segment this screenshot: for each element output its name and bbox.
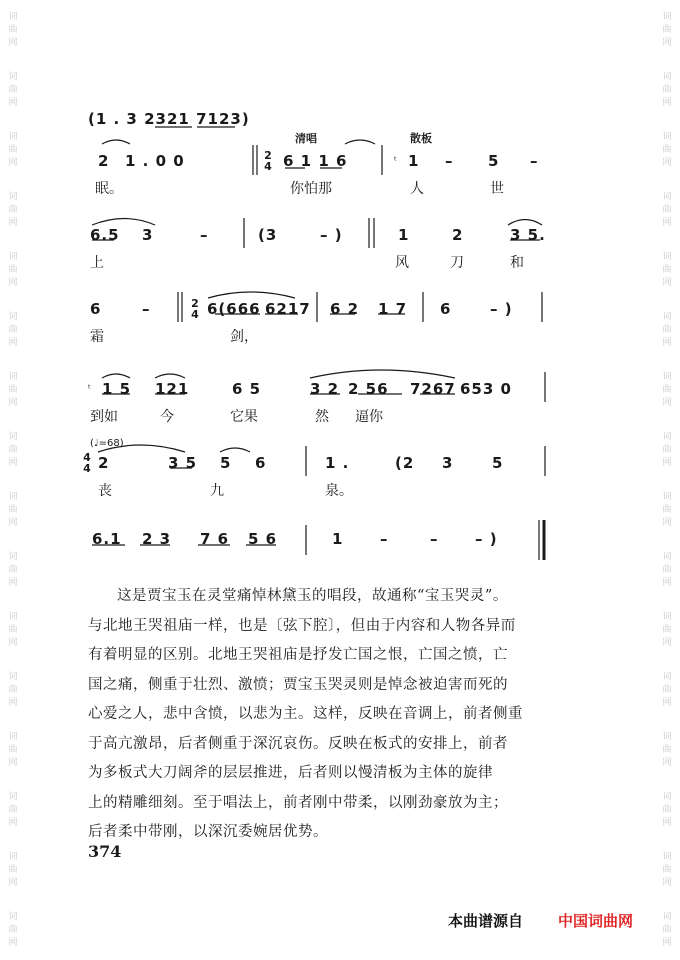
watermark-cell xyxy=(656,360,678,420)
watermark-char: 词 xyxy=(8,71,18,82)
watermark-char: 词 xyxy=(8,611,18,622)
watermark-cell xyxy=(656,240,678,300)
note: 6(666 xyxy=(207,300,261,318)
note: 6 2 xyxy=(330,300,360,318)
time-signature: 2 4 xyxy=(264,149,272,173)
watermark-cell xyxy=(2,420,24,480)
lyric: 霜 xyxy=(90,329,104,345)
watermark-cell xyxy=(2,540,24,600)
paragraph-line: 这是贾宝玉在灵堂痛悼林黛玉的唱段，故通称“宝玉哭灵”。 xyxy=(117,588,508,604)
lyric: 泉。 xyxy=(325,483,353,499)
watermark-cell xyxy=(656,600,678,660)
watermark-char: 曲 xyxy=(8,624,18,635)
watermark-cell xyxy=(656,720,678,780)
watermark-char: 词 xyxy=(8,191,18,202)
time-signature: 2 4 xyxy=(191,297,199,321)
lyric: 眠。 xyxy=(95,181,123,197)
watermark-char: 曲 xyxy=(8,864,18,875)
watermark-cell xyxy=(656,900,678,960)
watermark-column-right xyxy=(656,0,678,960)
watermark-char: 曲 xyxy=(8,324,18,335)
watermark-cell xyxy=(2,180,24,240)
note: 3 5. xyxy=(510,226,546,244)
watermark-char: 词 xyxy=(662,911,672,922)
watermark-char: 词 xyxy=(662,371,672,382)
lyric: 逼你 xyxy=(355,409,383,425)
note: – xyxy=(430,530,439,548)
watermark-char: 曲 xyxy=(662,384,672,395)
watermark-char: 词 xyxy=(8,911,18,922)
watermark-cell xyxy=(656,420,678,480)
watermark-cell xyxy=(2,240,24,300)
watermark-char: 曲 xyxy=(662,144,672,155)
note: 2 xyxy=(452,226,464,244)
watermark-char: 网 xyxy=(8,517,18,528)
paragraph-line: 与北地王哭祖庙一样，也是〔弦下腔〕，但由于内容和人物各异而 xyxy=(88,617,516,634)
watermark-cell xyxy=(656,60,678,120)
note: 121 xyxy=(155,380,190,398)
note: 5 xyxy=(220,454,232,472)
watermark-cell xyxy=(656,480,678,540)
watermark-char: 词 xyxy=(662,791,672,802)
watermark-cell xyxy=(656,840,678,900)
watermark-cell xyxy=(656,120,678,180)
note: 2 xyxy=(98,454,110,472)
source-label: 本曲谱源自 xyxy=(448,912,524,930)
watermark-char: 网 xyxy=(662,397,672,408)
note: 6 1 1 6 xyxy=(283,152,348,170)
watermark-column-left xyxy=(2,0,24,960)
metronome-mark: (♩=68) xyxy=(90,438,124,449)
note: 1 . xyxy=(325,454,350,472)
note: 1 xyxy=(408,152,420,170)
watermark-char: 曲 xyxy=(662,24,672,35)
watermark-cell xyxy=(2,300,24,360)
watermark-char: 网 xyxy=(662,97,672,108)
watermark-char: 曲 xyxy=(662,324,672,335)
watermark-cell xyxy=(2,0,24,60)
watermark-char: 网 xyxy=(8,97,18,108)
paragraph-line: 上的精雕细刻。至于唱法上，前者刚中带柔，以刚劲豪放为主； xyxy=(88,794,508,811)
note: 2 56 xyxy=(348,380,389,398)
watermark-char: 网 xyxy=(662,937,672,948)
watermark-cell xyxy=(2,900,24,960)
paragraph-line: 为多板式大刀阔斧的层层推进，后者则以慢清板为主体的旋律 xyxy=(88,765,493,781)
paragraph-line: 后者柔中带刚，以深沉委婉居优势。 xyxy=(88,824,328,840)
watermark-cell xyxy=(656,180,678,240)
watermark-char: 词 xyxy=(662,71,672,82)
lyric: 人 xyxy=(410,181,424,197)
watermark-cell xyxy=(2,120,24,180)
note: 1 xyxy=(332,530,344,548)
watermark-char: 曲 xyxy=(8,684,18,695)
note: 6.1 xyxy=(92,530,122,548)
note: 3 xyxy=(142,226,154,244)
note: 6 xyxy=(255,454,267,472)
watermark-char: 网 xyxy=(8,817,18,828)
watermark-char: 网 xyxy=(662,337,672,348)
lyric: 上 xyxy=(90,255,104,271)
note: – xyxy=(530,152,539,170)
watermark-char: 曲 xyxy=(662,504,672,515)
watermark-char: 词 xyxy=(8,371,18,382)
note: 6.5 xyxy=(90,226,120,244)
watermark-char: 词 xyxy=(662,731,672,742)
watermark-cell xyxy=(2,60,24,120)
watermark-char: 词 xyxy=(8,431,18,442)
lyric: 世 xyxy=(490,181,504,197)
lyric: 剑， xyxy=(230,329,258,345)
watermark-char: 网 xyxy=(662,157,672,168)
note: 2 xyxy=(98,152,110,170)
watermark-char: 词 xyxy=(8,731,18,742)
watermark-cell xyxy=(2,360,24,420)
paragraph-line: 有着明显的区别。北地王哭祖庙是抒发亡国之恨，亡国之愤，亡 xyxy=(88,647,508,663)
watermark-cell xyxy=(2,840,24,900)
watermark-char: 曲 xyxy=(8,564,18,575)
watermark-char: 网 xyxy=(8,697,18,708)
watermark-char: 网 xyxy=(8,577,18,588)
note: 5 6 xyxy=(248,530,278,548)
watermark-char: 词 xyxy=(662,191,672,202)
watermark-char: 网 xyxy=(8,757,18,768)
watermark-cell xyxy=(656,0,678,60)
note: 7 6 xyxy=(200,530,230,548)
watermark-char: 网 xyxy=(8,337,18,348)
watermark-char: 网 xyxy=(662,877,672,888)
watermark-char: 网 xyxy=(662,757,672,768)
note: 6217 xyxy=(265,300,311,318)
watermark-cell xyxy=(656,660,678,720)
watermark-char: 网 xyxy=(8,37,18,48)
note: – xyxy=(380,530,389,548)
note: 6 xyxy=(90,300,102,318)
note: – ) xyxy=(475,530,498,548)
watermark-char: 网 xyxy=(662,457,672,468)
note: – xyxy=(445,152,454,170)
watermark-char: 曲 xyxy=(8,24,18,35)
watermark-char: 曲 xyxy=(662,864,672,875)
watermark-char: 词 xyxy=(662,491,672,502)
lyric: 风 xyxy=(395,255,409,271)
note: 3 5 xyxy=(168,454,198,472)
watermark-char: 曲 xyxy=(662,564,672,575)
free-meter-sign: ᵗ xyxy=(88,384,91,395)
note: 6 xyxy=(440,300,452,318)
watermark-char: 词 xyxy=(8,551,18,562)
note: 5 xyxy=(492,454,504,472)
watermark-cell xyxy=(2,720,24,780)
watermark-cell xyxy=(656,300,678,360)
watermark-char: 词 xyxy=(662,251,672,262)
watermark-char: 曲 xyxy=(662,624,672,635)
watermark-char: 词 xyxy=(662,431,672,442)
watermark-char: 词 xyxy=(662,11,672,22)
page-number: 374 xyxy=(88,842,122,861)
note: – ) xyxy=(320,226,343,244)
note: – xyxy=(200,226,209,244)
watermark-char: 词 xyxy=(8,131,18,142)
music-score xyxy=(80,100,570,570)
watermark-char: 网 xyxy=(662,637,672,648)
lyric: 今 xyxy=(160,409,174,425)
lyric: 刀 xyxy=(450,255,464,271)
watermark-char: 词 xyxy=(8,11,18,22)
site-link[interactable]: 中国词曲网 xyxy=(558,912,634,930)
watermark-char: 曲 xyxy=(8,804,18,815)
lyric: 它果 xyxy=(230,409,258,425)
tempo-mark: 清唱 xyxy=(295,132,317,145)
watermark-char: 曲 xyxy=(8,744,18,755)
watermark-char: 词 xyxy=(8,791,18,802)
watermark-char: 词 xyxy=(8,671,18,682)
watermark-char: 网 xyxy=(8,457,18,468)
watermark-cell xyxy=(2,600,24,660)
watermark-char: 网 xyxy=(662,817,672,828)
lyric: 到如 xyxy=(90,409,118,425)
commentary-paragraph xyxy=(88,582,583,848)
watermark-char: 曲 xyxy=(8,264,18,275)
lyric: 九 xyxy=(210,483,224,499)
note: – ) xyxy=(490,300,513,318)
watermark-char: 曲 xyxy=(8,504,18,515)
note: (3 xyxy=(258,226,278,244)
watermark-char: 曲 xyxy=(8,384,18,395)
watermark-char: 词 xyxy=(662,611,672,622)
note: 1 5 xyxy=(102,380,132,398)
watermark-char: 曲 xyxy=(662,684,672,695)
note: 5 xyxy=(488,152,500,170)
free-meter-sign: ᵗ xyxy=(394,156,397,167)
watermark-char: 曲 xyxy=(8,924,18,935)
note: 3 xyxy=(442,454,454,472)
note: 6 5 xyxy=(232,380,262,398)
watermark-char: 曲 xyxy=(662,744,672,755)
time-signature: 4 4 xyxy=(83,451,91,475)
note: 653 0 xyxy=(460,380,512,398)
paragraph-line: 心爱之人，悲中含愤，以悲为主。这样，反映在音调上，前者侧重 xyxy=(88,706,523,722)
watermark-char: 网 xyxy=(8,637,18,648)
watermark-char: 曲 xyxy=(662,84,672,95)
watermark-char: 网 xyxy=(8,157,18,168)
watermark-char: 词 xyxy=(8,491,18,502)
watermark-char: 网 xyxy=(662,37,672,48)
watermark-char: 词 xyxy=(662,551,672,562)
watermark-char: 网 xyxy=(662,577,672,588)
watermark-char: 词 xyxy=(662,671,672,682)
watermark-char: 曲 xyxy=(8,204,18,215)
note: 1 7 xyxy=(378,300,408,318)
paragraph-line: 于高亢激昂，后者侧重于深沉哀伤。反映在板式的安排上，前者 xyxy=(88,735,508,752)
watermark-char: 词 xyxy=(662,851,672,862)
lyric: 你怕那 xyxy=(290,181,332,197)
watermark-char: 网 xyxy=(8,877,18,888)
watermark-char: 曲 xyxy=(662,204,672,215)
watermark-char: 网 xyxy=(8,937,18,948)
paragraph-line: 国之痛，侧重于壮烈、激愤；贾宝玉哭灵则是悼念被迫害而死的 xyxy=(88,676,508,693)
note: 1 . 0 0 xyxy=(125,152,185,170)
style-mark: 散板 xyxy=(410,132,432,145)
watermark-char: 词 xyxy=(662,131,672,142)
note: 2 3 xyxy=(142,530,172,548)
watermark-char: 网 xyxy=(8,397,18,408)
watermark-cell xyxy=(2,780,24,840)
watermark-char: 曲 xyxy=(662,264,672,275)
watermark-char: 网 xyxy=(662,217,672,228)
watermark-char: 网 xyxy=(662,517,672,528)
watermark-char: 词 xyxy=(8,851,18,862)
watermark-char: 网 xyxy=(662,697,672,708)
watermark-char: 曲 xyxy=(662,924,672,935)
watermark-char: 曲 xyxy=(8,144,18,155)
watermark-char: 曲 xyxy=(8,444,18,455)
watermark-cell xyxy=(656,780,678,840)
watermark-char: 词 xyxy=(8,251,18,262)
note: (2 xyxy=(395,454,415,472)
watermark-char: 词 xyxy=(8,311,18,322)
watermark-cell xyxy=(656,540,678,600)
lyric: 丧 xyxy=(98,483,112,499)
intro-phrase: (1 . 3 2321 7123) xyxy=(88,110,250,128)
note: – xyxy=(142,300,151,318)
note: 1 xyxy=(398,226,410,244)
watermark-char: 词 xyxy=(662,311,672,322)
note: 7267 xyxy=(410,380,456,398)
note: 3 2 xyxy=(310,380,340,398)
watermark-cell xyxy=(2,480,24,540)
lyric: 然 xyxy=(315,409,329,425)
watermark-char: 曲 xyxy=(662,444,672,455)
watermark-char: 网 xyxy=(8,277,18,288)
watermark-char: 网 xyxy=(8,217,18,228)
watermark-char: 曲 xyxy=(8,84,18,95)
watermark-cell xyxy=(2,660,24,720)
watermark-char: 网 xyxy=(662,277,672,288)
lyric: 和 xyxy=(510,255,524,271)
watermark-char: 曲 xyxy=(662,804,672,815)
